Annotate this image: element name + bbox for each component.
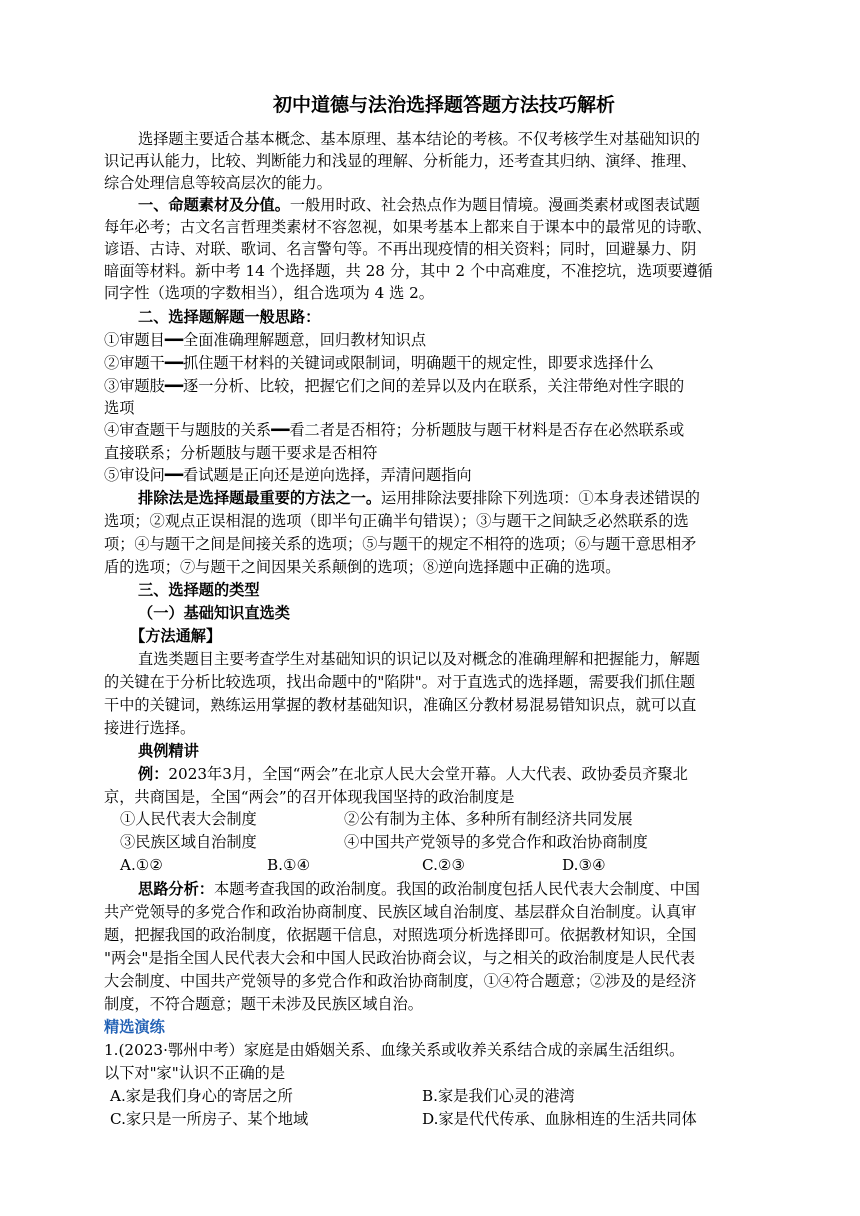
section1-line: 暗面等材料。新中考 14 个选择题，共 28 分，其中 2 个中高难度，不准挖坑，选项要遵循 bbox=[104, 262, 713, 280]
practice-choice: C.家只是一所房子、某个地域 bbox=[110, 1110, 309, 1128]
practice-question-line: 1.(2023·鄂州中考）家庭是由婚姻关系、血缘关系或收养关系结合成的亲属生活组织。 bbox=[104, 1041, 685, 1059]
analysis-label: 思路分析： bbox=[138, 880, 214, 898]
example-line: 京，共商国是，全国“两会”的召开体现我国坚持的政治制度是 bbox=[104, 788, 515, 806]
practice-choice: A.家是我们身心的寄居之所 bbox=[110, 1087, 293, 1105]
example-item: ②公有制为主体、多种所有制经济共同发展 bbox=[344, 810, 633, 828]
analysis-text: 本题考查我国的政治制度。我国的政治制度包括人民代表大会制度、中国 bbox=[213, 880, 700, 898]
section2-line: ④审查题干与题肢的关系━━看二者是否相符；分析题肢与题干材料是否存在必然联系或 bbox=[104, 421, 685, 439]
exclusion-first-line bbox=[138, 487, 700, 509]
method-line: 的关键在于分析比较选项，找出命题中的"陷阱"。对于直选式的选择题，需要我们抓住题 bbox=[104, 673, 696, 691]
exclusion-line: 盾的选项；⑦与题干之间因果关系颠倒的选项；⑧逆向选择题中正确的选项。 bbox=[104, 558, 621, 576]
practice-choice: B.家是我们心灵的港湾 bbox=[422, 1087, 575, 1105]
analysis-line: 大会制度、中国共产党领导的多党合作和政治协商制度，①④符合题意；②涉及的是经济 bbox=[104, 972, 697, 990]
intro-line: 选择题主要适合基本概念、基本原理、基本结论的考核。不仅考核学生对基础知识的 bbox=[138, 130, 700, 148]
section2-line: ②审题干━━抓住题干材料的关键词或限制词，明确题干的规定性，即要求选择什么 bbox=[104, 354, 654, 372]
example-item: ①人民代表大会制度 bbox=[120, 810, 257, 828]
exclusion-line: 选项；②观点正误相混的选项（即半句正确半句错误）；③与题干之间缺乏必然联系的选 bbox=[104, 512, 689, 530]
method-line: 干中的关键词，熟练运用掌握的教材基础知识，准确区分教材易混易错知识点，就可以直 bbox=[104, 696, 697, 714]
practice-heading: 精选演练 bbox=[104, 1018, 165, 1036]
example-first-line bbox=[138, 763, 688, 785]
section2-line: ⑤审设问━━看试题是正向还是逆向选择，弄清问题指向 bbox=[104, 466, 472, 484]
section1-line: 同字性（选项的字数相当），组合选项为 4 选 2。 bbox=[104, 284, 434, 302]
example-item: ③民族区域自治制度 bbox=[120, 833, 257, 851]
section1-first-line bbox=[138, 194, 700, 216]
example-choice: C.②③ bbox=[422, 856, 466, 874]
analysis-line: 题，把握我国的政治制度，依据题干信息，对照选项分析选择即可。依据教材知识，全国 bbox=[104, 926, 697, 944]
page-title: 初中道德与法治选择题答题方法技巧解析 bbox=[272, 94, 615, 116]
exclusion-line: 项；④与题干之间是间接关系的选项；⑤与题干的规定不相符的选项；⑥与题干意思相矛 bbox=[104, 535, 697, 553]
section1-heading: 一、命题素材及分值。 bbox=[138, 196, 290, 214]
example-item: ④中国共产党领导的多党合作和政治协商制度 bbox=[344, 833, 648, 851]
section1-text: 一般用时政、社会热点作为题目情境。漫画类素材或图表试题 bbox=[289, 196, 700, 214]
section3-subheading: （一）基础知识直选类 bbox=[138, 604, 290, 622]
example-label: 例： bbox=[138, 765, 169, 783]
exclusion-heading: 排除法是选择题最重要的方法之一。 bbox=[138, 489, 381, 507]
example-heading: 典例精讲 bbox=[138, 742, 199, 760]
analysis-line: "两会"是指全国人民代表大会和中国人民政治协商会议，与之相关的政治制度是人民代表 bbox=[104, 949, 696, 967]
practice-question-line: 以下对"家"认识不正确的是 bbox=[104, 1064, 286, 1082]
section2-line: 选项 bbox=[104, 399, 135, 417]
section2-line: ①审题目━━全面准确理解题意，回归教材知识点 bbox=[104, 331, 427, 349]
method-line: 接进行选择。 bbox=[104, 719, 196, 737]
section3-heading: 三、选择题的类型 bbox=[138, 581, 260, 599]
method-line: 直选类题目主要考查学生对基础知识的识记以及对概念的准确理解和把握能力，解题 bbox=[138, 650, 700, 668]
section1-line: 每年必考；古文名言哲理类素材不容忽视，如果考基本上都来自于课本中的最常见的诗歌、 bbox=[104, 218, 712, 236]
section2-heading: 二、选择题解题一般思路： bbox=[138, 308, 321, 326]
practice-choice: D.家是代代传承、血脉相连的生活共同体 bbox=[422, 1110, 697, 1128]
intro-line: 综合处理信息等较高层次的能力。 bbox=[104, 174, 332, 192]
analysis-line: 制度，不符合题意；题干未涉及民族区域自治。 bbox=[104, 995, 423, 1013]
section2-line: 直接联系；分析题肢与题干要求是否相符 bbox=[104, 444, 378, 462]
exclusion-text: 运用排除法要排除下列选项：①本身表述错误的 bbox=[381, 489, 700, 507]
section2-line: ③审题肢━━逐一分析、比较，把握它们之间的差异以及内在联系，关注带绝对性字眼的 bbox=[104, 377, 685, 395]
example-text: 2023年3月，全国“两会”在北京人民大会堂开幕。人大代表、政协委员齐聚北 bbox=[168, 765, 688, 783]
example-choice: B.①④ bbox=[267, 856, 311, 874]
section1-line: 谚语、古诗、对联、歌词、名言警句等。不再出现疫情的相关资料；同时，回避暴力、阴 bbox=[104, 240, 697, 258]
method-heading: 【方法通解】 bbox=[130, 627, 222, 645]
analysis-first-line bbox=[138, 878, 700, 900]
intro-line: 识记再认能力，比较、判断能力和浅显的理解、分析能力，还考查其归纳、演绎、推理、 bbox=[104, 152, 697, 170]
example-choice: A.①② bbox=[120, 856, 164, 874]
example-choice: D.③④ bbox=[562, 856, 606, 874]
analysis-line: 共产党领导的多党合作和政治协商制度、民族区域自治制度、基层群众自治制度。认真审 bbox=[104, 903, 697, 921]
